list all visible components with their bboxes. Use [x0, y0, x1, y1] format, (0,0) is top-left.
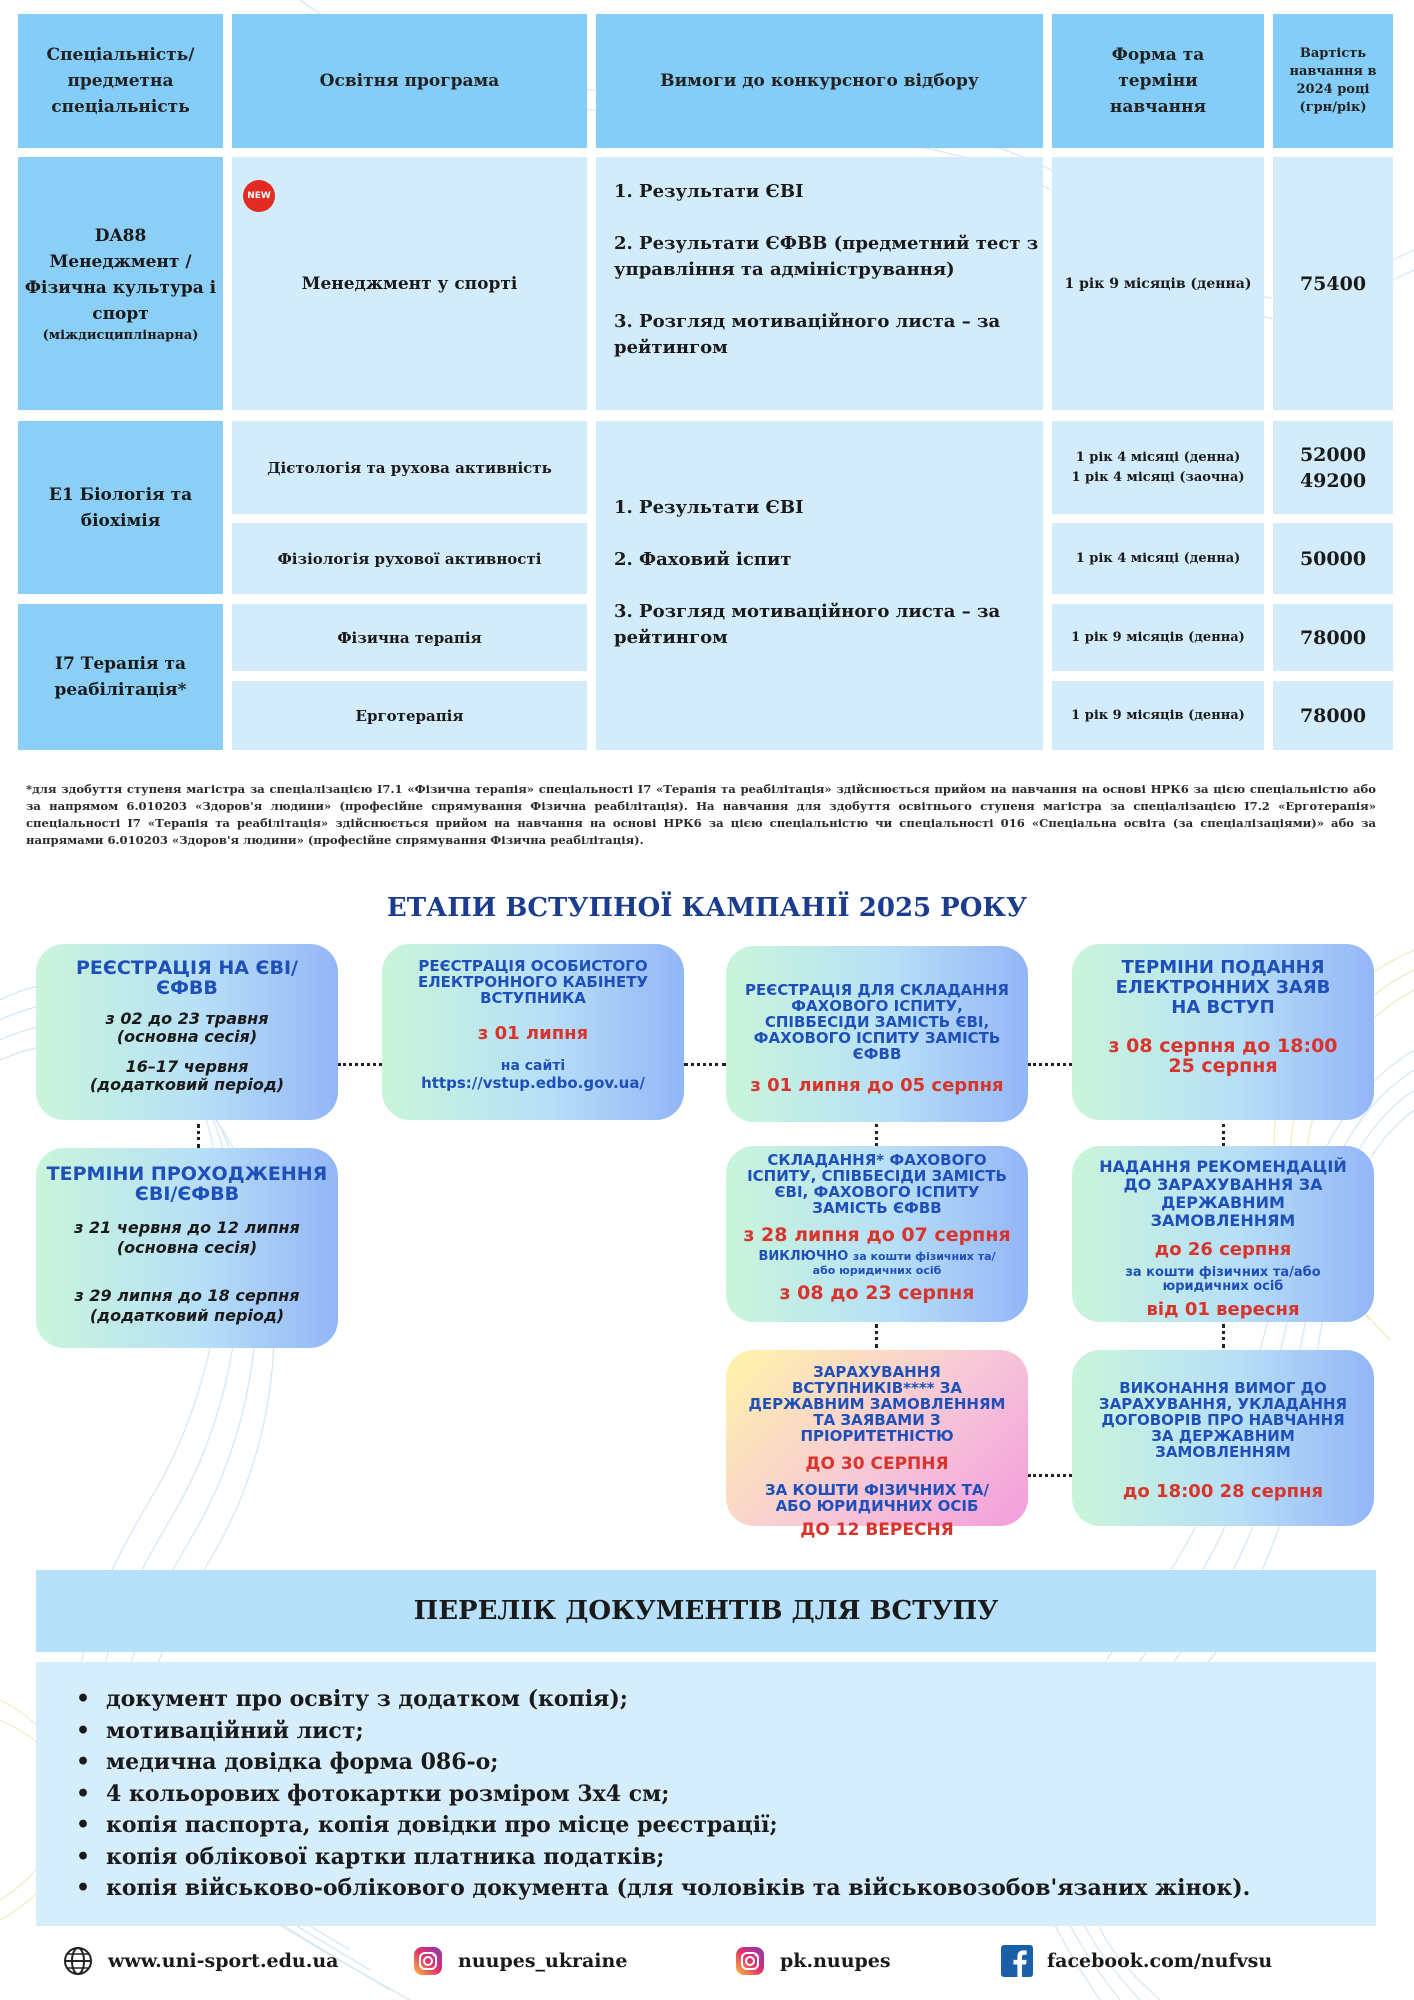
stage-exam: СКЛАДАННЯ* ФАХОВОГО ІСПИТУ, СПІВБЕСІДИ ЗАМІСТЬ ЄВІ, ФАХОВОГО ІСПИТУ ЗАМІСТЬ ЄФВВ з 28 липня до 07 серпня ВИКЛЮЧНО за кошти фізичних та/або юридичних осіб з 08 до 23 серпня	[726, 1146, 1028, 1322]
specialty-da88: DA88 Менеджмент / Фізична культура і спорт (міждисциплінарна)	[18, 157, 223, 410]
program-physiology: Фізіологія рухової активності	[232, 523, 587, 594]
specialty-i7: І7 Терапія та реабілітація*	[18, 604, 223, 750]
connector-c4b	[1222, 1324, 1225, 1348]
footnote: *для здобуття ступеня магістра за спеціалізацією І7.1 «Фізична терапія» спеціальності І7 «Терапія та реабілітація» здійснюється прийом на навчання на основі НРК6 за цією спеціальністю або за напрямом 6.010203 «Здоров'я людини» (професійне спрямування Фізична реабілітація). На навчання для здобуття освітнього ступеня магістра за спеціалізацією І7.2 «Ерготерапія» спеціальності І7 «Терапія та реабілітація» здійснюється прийом на навчання на основі НРК6 за цією спеціальністю чи спеціальності 016 «Спеціальна освіта (за спеціалізаціями)» або за напрямами 6.010203 «Здоров'я людини» (професійне спрямування Фізична реабілітація).	[26, 782, 1376, 847]
header-requirements: Вимоги до конкурсного відбору	[596, 14, 1043, 148]
form-ergotherapy: 1 рік 9 місяців (денна)	[1052, 681, 1264, 750]
documents-list	[36, 1662, 1376, 1926]
cost-dietology: 52000 49200	[1273, 421, 1393, 514]
documents-title: ПЕРЕЛІК ДОКУМЕНТІВ ДЛЯ ВСТУПУ	[36, 1570, 1376, 1652]
connector-c1	[197, 1124, 200, 1148]
connector-2-3	[684, 1063, 726, 1066]
requirements-row1: 1. Результати ЄВІ 2. Результати ЄФВВ (предметний тест з управління та адміністрування) 3. Розгляд мотиваційного листа – за рейтингом	[596, 157, 1043, 410]
cost-physiology: 50000	[1273, 523, 1393, 594]
cost-ergotherapy: 78000	[1273, 681, 1393, 750]
cost-physical-therapy: 78000	[1273, 604, 1393, 671]
document-item: • копія облікової картки платника податків;	[76, 1842, 1376, 1874]
form-dietology: 1 рік 4 місяці (денна) 1 рік 4 місяці (заочна)	[1052, 421, 1264, 514]
stage-contract: ВИКОНАННЯ ВИМОГ ДО ЗАРАХУВАННЯ, УКЛАДАННЯ ДОГОВОРІВ ПРО НАВЧАННЯ ЗА ДЕРЖАВНИМ ЗАМОВЛЕННЯМ до 18:00 28 серпня	[1072, 1350, 1374, 1526]
facebook-icon	[1001, 1945, 1033, 1977]
specialty-e1: Е1 Біологія та біохімія	[18, 421, 223, 594]
connector-4-5	[1028, 1474, 1072, 1477]
header-cost: Вартість навчання в 2024 році (грн/рік)	[1273, 14, 1393, 148]
document-item: • мотиваційний лист;	[76, 1716, 1376, 1748]
form-row1: 1 рік 9 місяців (денна)	[1052, 157, 1264, 410]
connector-3-4	[1028, 1063, 1072, 1066]
header-program: Освітня програма	[232, 14, 587, 148]
connector-c4a	[1222, 1124, 1225, 1146]
document-item: • медична довідка форма 086-о;	[76, 1747, 1376, 1779]
stage-applications: ТЕРМІНИ ПОДАННЯ ЕЛЕКТРОННИХ ЗАЯВ НА ВСТУП з 08 серпня до 18:00 25 серпня	[1072, 944, 1374, 1120]
connector-c3a	[875, 1124, 878, 1146]
stage-enrollment: ЗАРАХУВАННЯ ВСТУПНИКІВ**** ЗА ДЕРЖАВНИМ ЗАМОВЛЕННЯМ ТА ЗАЯВАМИ З ПРІОРИТЕТНІСТЮ ДО 30 СЕРПНЯ ЗА КОШТИ ФІЗИЧНИХ ТА/АБО ЮРИДИЧНИХ ОСІБ ДО 12 ВЕРЕСНЯ	[726, 1350, 1028, 1526]
instagram-icon	[734, 1945, 766, 1977]
document-item: • копія паспорта, копія довідки про місце реєстрації;	[76, 1810, 1376, 1842]
header-form: Форма та терміни навчання	[1052, 14, 1264, 148]
requirements-row2: 1. Результати ЄВІ 2. Фаховий іспит 3. Розгляд мотиваційного листа – за рейтингом	[596, 421, 1043, 750]
program-dietology: Дієтологія та рухова активність	[232, 421, 587, 514]
document-item: • документ про освіту з додатком (копія);	[76, 1684, 1376, 1716]
form-physiology: 1 рік 4 місяці (денна)	[1052, 523, 1264, 594]
footer-website[interactable]: www.uni-sport.edu.ua	[62, 1945, 339, 1977]
new-badge-icon: NEW	[243, 180, 275, 212]
stage-recommendations: НАДАННЯ РЕКОМЕНДАЦІЙ ДО ЗАРАХУВАННЯ ЗА ДЕРЖАВНИМ ЗАМОВЛЕННЯМ до 26 серпня за кошти фізичних та/або юридичних осіб від 01 вересня	[1072, 1146, 1374, 1322]
footer-facebook[interactable]: facebook.com/nufvsu	[1001, 1945, 1272, 1977]
stage-evi-terms: ТЕРМІНИ ПРОХОДЖЕННЯ ЄВІ/ЄФВВ з 21 червня до 12 липня (основна сесія) з 29 липня до 18 серпня (додатковий період)	[36, 1148, 338, 1348]
stages-title: ЕТАПИ ВСТУПНОЇ КАМПАНІЇ 2025 РОКУ	[386, 893, 1028, 923]
instagram-icon	[412, 1945, 444, 1977]
connector-c3b	[875, 1324, 878, 1348]
document-item: • 4 кольорових фотокартки розміром 3х4 см;	[76, 1779, 1376, 1811]
connector-1-2	[338, 1063, 382, 1066]
cost-row1: 75400	[1273, 157, 1393, 410]
globe-icon	[62, 1945, 94, 1977]
program-physical-therapy: Фізична терапія	[232, 604, 587, 671]
stage-exam-registration: РЕЄСТРАЦІЯ ДЛЯ СКЛАДАННЯ ФАХОВОГО ІСПИТУ, СПІВБЕСІДИ ЗАМІСТЬ ЄВІ, ФАХОВОГО ІСПИТУ ЗАМІСТЬ ЄФВВ з 01 липня до 05 серпня	[726, 946, 1028, 1122]
header-specialty: Спеціальність/ предметна спеціальність	[18, 14, 223, 148]
footer-instagram-2[interactable]: pk.nuupes	[734, 1945, 891, 1977]
stage-cabinet-registration: РЕЄСТРАЦІЯ ОСОБИСТОГО ЕЛЕКТРОННОГО КАБІНЕТУ ВСТУПНИКА з 01 липня на сайті https://vstup.edbo.gov.ua/	[382, 944, 684, 1120]
stage-registration-evi: РЕЄСТРАЦІЯ НА ЄВІ/ ЄФВВ з 02 до 23 травня (основна сесія) 16–17 червня (додатковий період)	[36, 944, 338, 1120]
form-physical-therapy: 1 рік 9 місяців (денна)	[1052, 604, 1264, 671]
document-item: • копія військово-облікового документа (для чоловіків та військовозобов'язаних жінок).	[76, 1873, 1376, 1905]
footer-instagram-1[interactable]: nuupes_ukraine	[412, 1945, 627, 1977]
program-management-sport: Менеджмент у спорті	[232, 157, 587, 410]
program-ergotherapy: Ерготерапія	[232, 681, 587, 750]
